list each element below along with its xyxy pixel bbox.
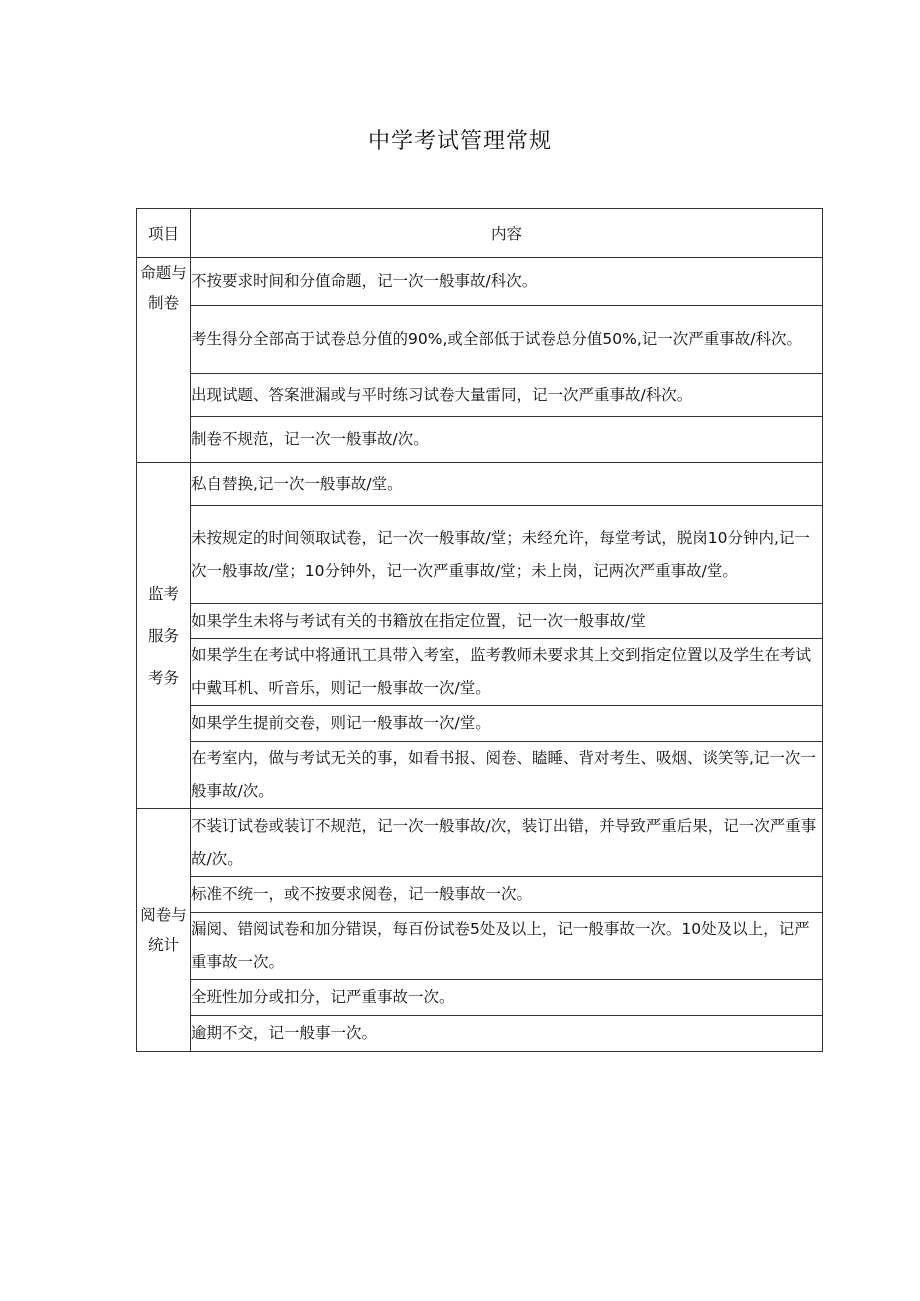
rule-cell: 如果学生在考试中将通讯工具带入考室，监考教师未要求其上交到指定位置以及学生在考试中戴耳机、听音乐，则记一般事故一次/堂。 bbox=[191, 639, 823, 706]
header-content: 内容 bbox=[191, 209, 823, 258]
rule-cell: 全班性加分或扣分，记严重事故一次。 bbox=[191, 980, 823, 1016]
table-row bbox=[137, 604, 823, 639]
table-row bbox=[137, 258, 823, 306]
table-row bbox=[137, 706, 823, 742]
category-cell-grading bbox=[137, 809, 191, 1052]
category-cell-exam-setting bbox=[137, 258, 191, 463]
table-row bbox=[137, 506, 823, 604]
rules-table bbox=[136, 208, 823, 1052]
rule-cell: 考生得分全部高于试卷总分值的90%,或全部低于试卷总分值50%,记一次严重事故/科次。 bbox=[191, 306, 823, 374]
rule-cell: 逾期不交，记一般事一次。 bbox=[191, 1016, 823, 1052]
category-label: 阅卷与 bbox=[140, 906, 187, 924]
table-row bbox=[137, 374, 823, 417]
rule-cell: 不装订试卷或装订不规范，记一次一般事故/次，装订出错，并导致严重后果，记一次严重事故/次。 bbox=[191, 809, 823, 877]
table-row bbox=[137, 809, 823, 877]
page-title: 中学考试管理常规 bbox=[367, 129, 552, 154]
rule-cell: 在考室内，做与考试无关的事，如看书报、阅卷、瞌睡、背对考生、吸烟、谈笑等,记一次一般事故/次。 bbox=[191, 742, 823, 809]
table-row bbox=[137, 306, 823, 374]
rule-cell: 标准不统一，或不按要求阅卷，记一般事故一次。 bbox=[191, 877, 823, 913]
table-row bbox=[137, 913, 823, 980]
table-row bbox=[137, 980, 823, 1016]
category-label: 统计 bbox=[147, 936, 179, 954]
category-label: 制卷 bbox=[147, 294, 179, 312]
category-label: 服务 bbox=[147, 626, 179, 645]
table-header-row bbox=[137, 209, 823, 258]
table-row bbox=[137, 742, 823, 809]
rule-cell: 私自替换,记一次一般事故/堂。 bbox=[191, 463, 823, 506]
rule-cell: 出现试题、答案泄漏或与平时练习试卷大量雷同，记一次严重事故/科次。 bbox=[191, 374, 823, 417]
rule-cell: 漏阅、错阅试卷和加分错误，每百份试卷5处及以上，记一般事故一次。10处及以上，记严重事故一次。 bbox=[191, 913, 823, 980]
table-row bbox=[137, 417, 823, 463]
category-cell-invigilation bbox=[137, 463, 191, 809]
category-label: 监考 bbox=[147, 584, 179, 603]
rule-cell: 不按要求时间和分值命题，记一次一般事故/科次。 bbox=[191, 258, 823, 306]
rule-cell: 如果学生提前交卷，则记一般事故一次/堂。 bbox=[191, 706, 823, 742]
category-label: 命题与 bbox=[140, 264, 187, 282]
table-row bbox=[137, 639, 823, 706]
category-label: 考务 bbox=[147, 668, 179, 687]
table-row bbox=[137, 1016, 823, 1052]
rule-cell: 未按规定的时间领取试卷，记一次一般事故/堂；未经允许，每堂考试，脱岗10分钟内,记一次一般事故/堂；10分钟外，记一次严重事故/堂；未上岗，记两次严重事故/堂。 bbox=[191, 506, 823, 604]
table-row bbox=[137, 877, 823, 913]
rule-cell: 制卷不规范，记一次一般事故/次。 bbox=[191, 417, 823, 463]
rule-cell: 如果学生未将与考试有关的书籍放在指定位置，记一次一般事故/堂 bbox=[191, 604, 823, 639]
table-row bbox=[137, 463, 823, 506]
header-category: 项目 bbox=[137, 209, 191, 258]
